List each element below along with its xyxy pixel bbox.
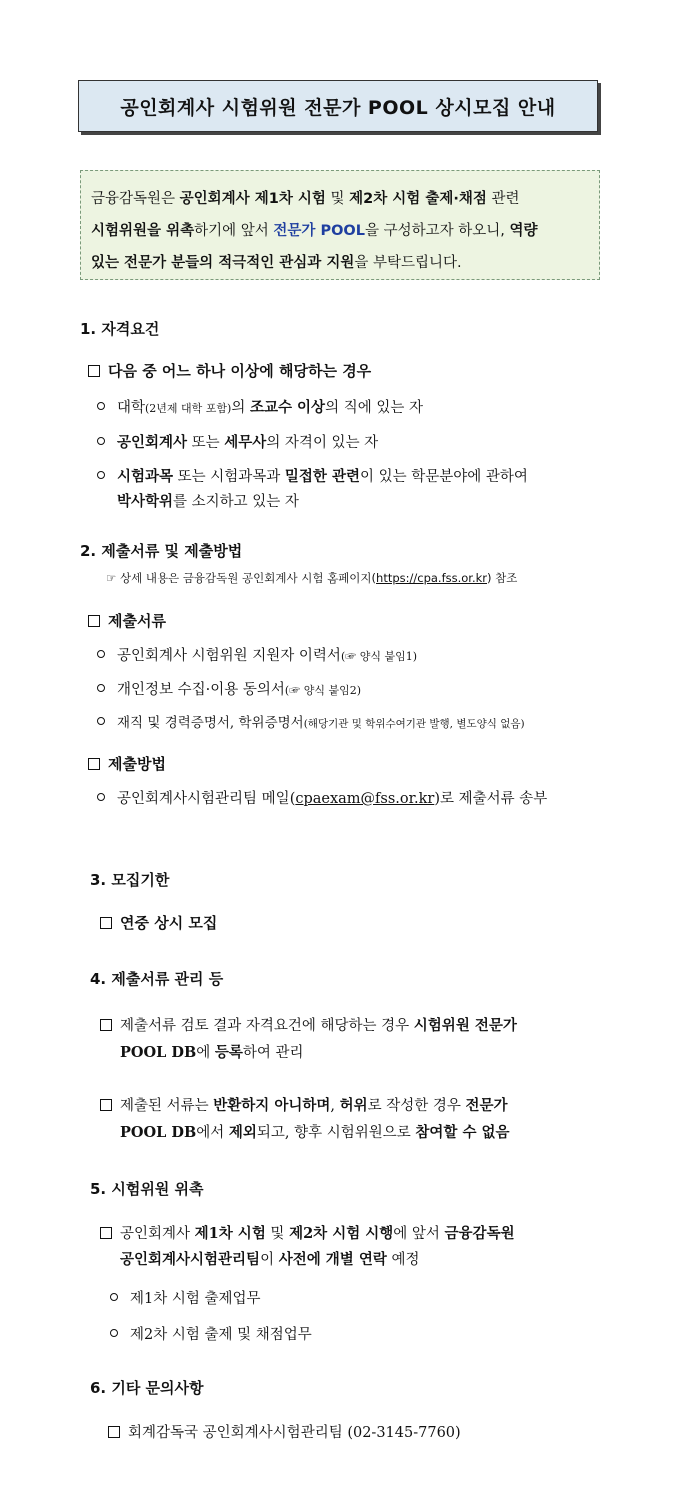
checkbox-icon [100,917,112,929]
email-link[interactable]: cpaexam@fss.or.kr [295,791,435,807]
intro-line-3: 있는 전문가 분들의 적극적인 관심과 지원을 부탁드립니다. [91,255,462,271]
s5-item-2: 제2차 시험 출제 및 채점업무 [110,1323,312,1344]
section-6-heading: 6. 기타 문의사항 [90,1379,204,1397]
bullet-icon [110,1329,118,1337]
s1-checkbox-item: 다음 중 어느 하나 이상에 해당하는 경우 [88,360,371,381]
checkbox-icon [100,1227,112,1239]
s1-item-3-cont: 박사학위를 소지하고 있는 자 [117,493,299,510]
s4-para-1-line-2: POOL DB에 등록하여 관리 [120,1044,304,1061]
checkbox-icon [88,615,100,627]
s5-para-line-1: 공인회계사 제1차 시험 및 제2차 시험 시행에 앞서 금융감독원 [100,1222,515,1243]
bullet-icon [110,1293,118,1301]
bullet-icon [97,717,105,725]
section-1-heading: 1. 자격요건 [80,320,160,338]
section-2-heading: 2. 제출서류 및 제출방법 [80,542,243,560]
homepage-link[interactable]: https://cpa.fss.or.kr [376,571,488,585]
checkbox-icon [88,758,100,770]
s4-para-1-line-1: 제출서류 검토 결과 자격요건에 해당하는 경우 시험위원 전문가 [100,1014,517,1035]
s5-item-1: 제1차 시험 출제업무 [110,1287,261,1308]
section-4-heading: 4. 제출서류 관리 등 [90,970,224,988]
checkbox-icon [100,1019,112,1031]
s2-doc-2: 개인정보 수집·이용 동의서(☞ 양식 붙임2) [97,678,361,699]
s2-checkbox-docs: 제출서류 [88,610,166,631]
s2-note: ☞ 상세 내용은 금융감독원 공인회계사 시험 홈페이지(https://cpa.fss.or.kr) 참조 [106,571,518,585]
checkbox-icon [100,1099,112,1111]
s6-contact: 회계감독국 공인회계사시험관리팀 (02-3145-7760) [108,1421,461,1442]
checkbox-icon [88,365,100,377]
intro-line-2: 시험위원을 위촉하기에 앞서 전문가 POOL을 구성하고자 하오니, 역량 [91,223,538,239]
s4-para-2-line-1: 제출된 서류는 반환하지 아니하며, 허위로 작성한 경우 전문가 [100,1094,508,1115]
bullet-icon [97,437,105,445]
intro-box [80,170,600,280]
bullet-icon [97,402,105,410]
bullet-icon [97,684,105,692]
s2-doc-3: 재직 및 경력증명서, 학위증명서(해당기관 및 학위수여기관 발행, 별도양식 없음) [97,711,525,731]
s2-doc-1: 공인회계사 시험위원 지원자 이력서(☞ 양식 붙임1) [97,644,417,665]
s1-item-2: 공인회계사 또는 세무사의 자격이 있는 자 [97,431,378,452]
page-title: 공인회계사 시험위원 전문가 POOL 상시모집 안내 [78,80,598,132]
s1-item-3: 시험과목 또는 시험과목과 밀접한 관련이 있는 학문분야에 관하여 [97,465,528,486]
section-5-heading: 5. 시험위원 위촉 [90,1180,204,1198]
bullet-icon [97,793,105,801]
s3-checkbox-item: 연중 상시 모집 [100,912,217,933]
s5-para-line-2: 공인회계사시험관리팀이 사전에 개별 연락 예정 [120,1251,420,1268]
bullet-icon [97,471,105,479]
s2-checkbox-method: 제출방법 [88,753,166,774]
intro-line-1: 금융감독원은 공인회계사 제1차 시험 및 제2차 시험 출제·채점 관련 [91,191,520,207]
section-3-heading: 3. 모집기한 [90,871,170,889]
bullet-icon [97,650,105,658]
s1-item-1: 대학(2년제 대학 포함)의 조교수 이상의 직에 있는 자 [97,396,423,417]
checkbox-icon [108,1426,120,1438]
s2-method-1: 공인회계사시험관리팀 메일(cpaexam@fss.or.kr)로 제출서류 송부 [97,787,547,808]
s4-para-2-line-2: POOL DB에서 제외되고, 향후 시험위원으로 참여할 수 없음 [120,1124,510,1141]
